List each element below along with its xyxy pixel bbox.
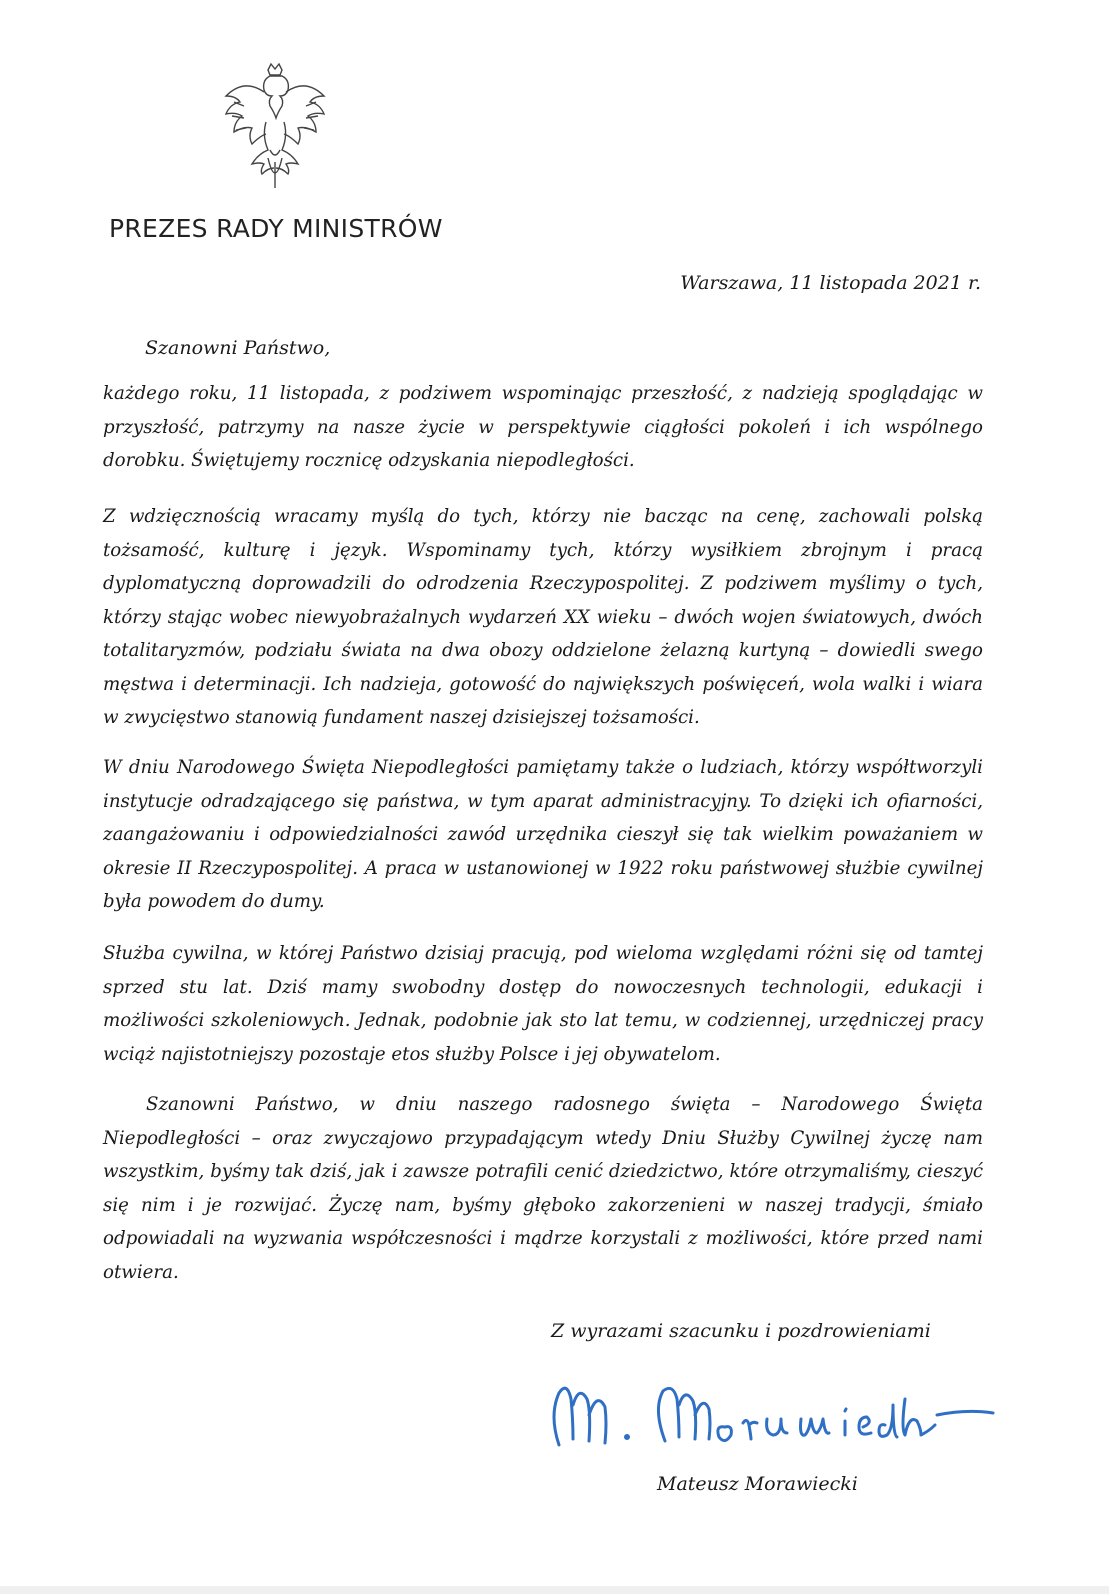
- signature-icon: [545, 1375, 1015, 1455]
- place-date: Warszawa, 11 listopada 2021 r.: [680, 272, 981, 294]
- signer-name: Mateusz Morawiecki: [657, 1473, 858, 1495]
- office-title: PREZES RADY MINISTRÓW: [109, 214, 443, 243]
- paragraph-2: Z wdzięcznością wracamy myślą do tych, którzy nie bacząc na cenę, zachowali polską tożsamość, kulturę i język. Wspominamy tych, którzy wysiłkiem zbrojnym i pracą dyplomatyczną doprowadzili do odrodzenia Rzeczypospolitej. Z podziwem myślimy o tych, którzy stając wobec niewyobrażalnych wydarzeń XX wieku – dwóch wojen światowych, dwóch totalitaryzmów, podziału świata na dwa obozy oddzielone żelazną kurtyną – dowiedli swego męstwa i determinacji. Ich nadzieja, gotowość do największych poświęceń, wola walki i wiara w zwycięstwo stanowią fundament naszej dzisiejszej tożsamości.: [103, 506, 983, 728]
- eagle-emblem-icon: [220, 62, 330, 192]
- paragraph-4: Służba cywilna, w której Państwo dzisiaj pracują, pod wieloma względami różni się od tamtej sprzed stu lat. Dziś mamy swobodny dostęp do nowoczesnych technologii, edukacji i możliwości szkoleniowych. Jednak, podobnie jak sto lat temu, w codziennej, urzędniczej pracy wciąż najistotniejszy pozostaje etos służby Polsce i jej obywatelom.: [103, 943, 983, 1065]
- closing-phrase: Z wyrazami szacunku i pozdrowieniami: [551, 1320, 931, 1342]
- paragraph-1: każdego roku, 11 listopada, z podziwem wspominając przeszłość, z nadzieją spoglądając w przyszłość, patrzymy na nasze życie w perspektywie ciągłości pokoleń i ich wspólnego dorobku. Świętujemy rocznicę odzyskania niepodległości.: [103, 383, 983, 471]
- salutation: Szanowni Państwo,: [145, 337, 331, 359]
- page-bottom-edge: [0, 1586, 1109, 1594]
- paragraph-3: W dniu Narodowego Święta Niepodległości pamiętamy także o ludziach, którzy współtworzyli instytucje odradzającego się państwa, w tym aparat administracyjny. To dzięki ich ofiarności, zaangażowaniu i odpowiedzialności zawód urzędnika cieszył się tak wielkim poważaniem w okresie II Rzeczypospolitej. A praca w ustanowionej w 1922 roku państwowej służbie cywilnej była powodem do dumy.: [103, 757, 983, 912]
- paragraph-5: Szanowni Państwo, w dniu naszego radosnego święta – Narodowego Święta Niepodległości – oraz zwyczajowo przypadającym wtedy Dniu Służby Cywilnej życzę nam wszystkim, byśmy tak dziś, jak i zawsze potrafili cenić dziedzictwo, które otrzymaliśmy, cieszyć się nim i je rozwijać. Życzę nam, byśmy głęboko zakorzenieni w naszej tradycji, śmiało odpowiadali na wyzwania współczesności i mądrze korzystali z możliwości, które przed nami otwiera.: [103, 1094, 983, 1283]
